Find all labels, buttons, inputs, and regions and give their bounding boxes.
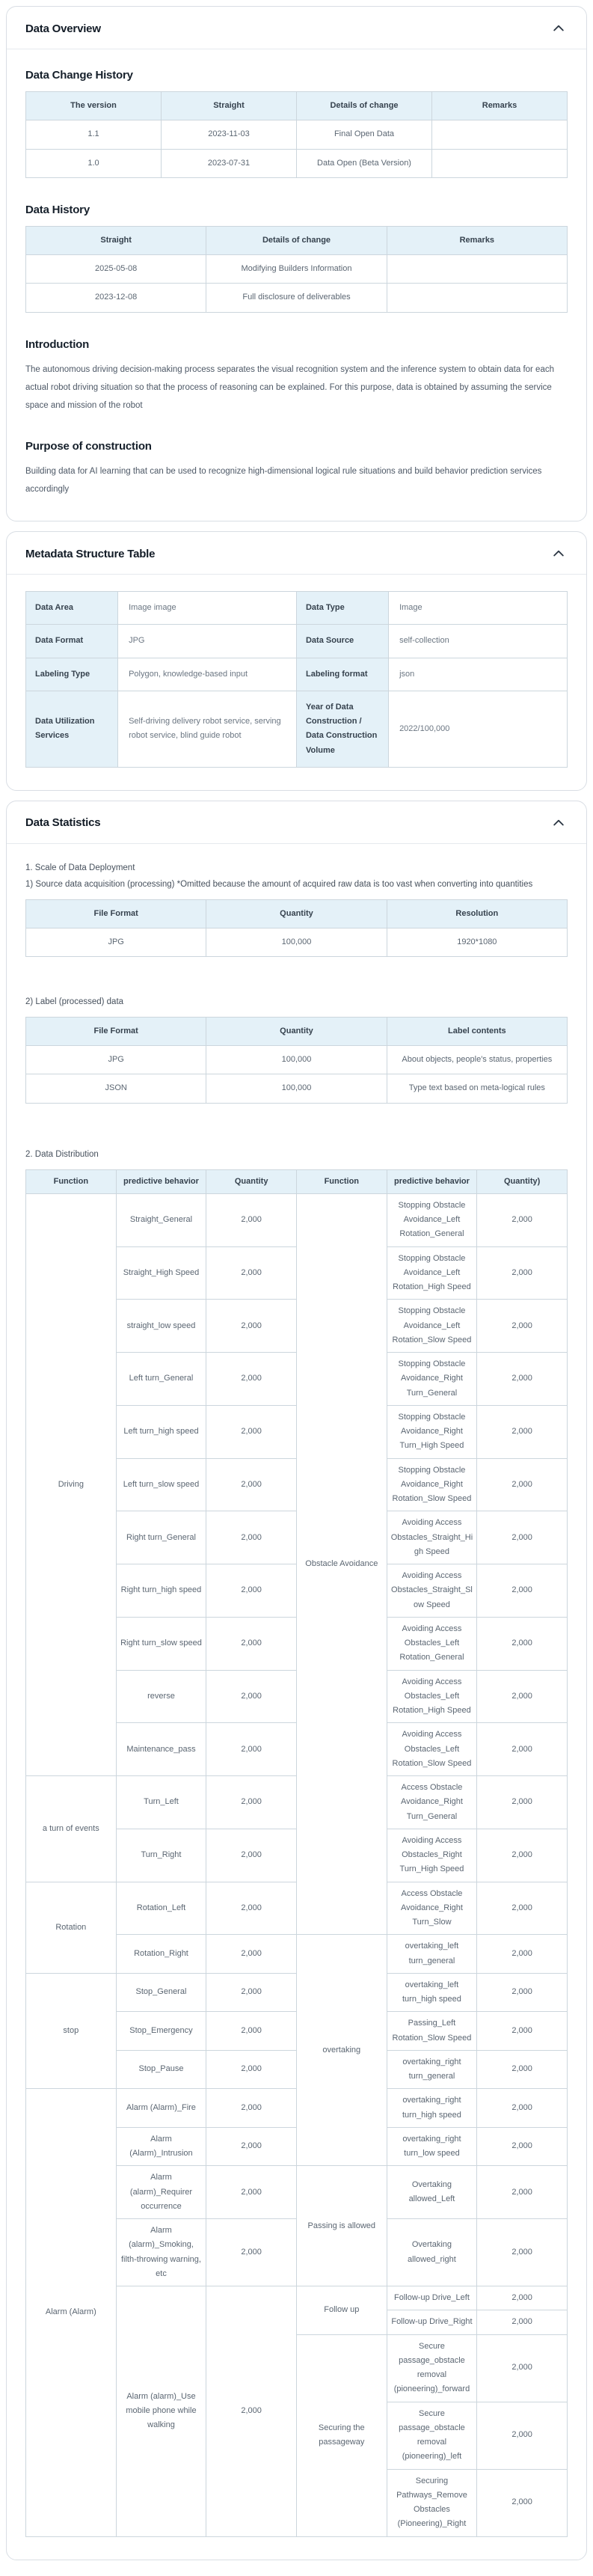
table-cell: 100,000 [206,1074,387,1103]
metadata-label: Year of Data Construction / Data Construction Volume [296,691,388,767]
card-body-metadata [7,575,586,790]
column-header: Function [296,1169,387,1193]
table-row [26,592,568,625]
behavior-cell: Avoiding Access Obstacles_Left Rotation_Slow Speed [387,1723,477,1776]
quantity-cell: 2,000 [477,1776,568,1829]
table-cell: Full disclosure of deliverables [206,284,387,312]
metadata-label: Data Type [296,592,388,625]
table-row [26,120,568,149]
collapse-button[interactable] [550,545,568,563]
quantity-cell: 2,000 [477,1405,568,1458]
source-data-table [25,899,568,958]
behavior-cell: Left turn_slow speed [116,1458,206,1511]
table-row [26,691,568,767]
behavior-cell: Right turn_slow speed [116,1617,206,1670]
behavior-cell: Overtaking allowed_right [387,2219,477,2286]
behavior-cell: Left turn_General [116,1353,206,1406]
quantity-cell: 2,000 [477,2469,568,2536]
table-row [26,928,568,956]
quantity-cell: 2,000 [206,1935,297,1974]
column-header: Quantity) [477,1169,568,1193]
behavior-cell: overtaking_right turn_high speed [387,2089,477,2128]
table-cell: 2023-11-03 [162,120,297,149]
behavior-cell: Rotation_Left [116,1882,206,1935]
quantity-cell: 2,000 [477,1353,568,1406]
behavior-cell: Alarm (alarm)_Smoking, filth-throwing warning, etc [116,2219,206,2286]
table-header-row [26,899,568,928]
metadata-value: Image image [118,592,297,625]
table-header-row [26,92,568,120]
table-row [26,1046,568,1074]
column-header: Quantity [206,1017,387,1045]
column-header: Function [26,1169,117,1193]
quantity-cell: 2,000 [206,1511,297,1564]
quantity-cell: 2,000 [206,2127,297,2166]
section-heading-change-history: Data Change History [25,69,133,82]
quantity-cell: 2,000 [477,2310,568,2334]
column-header: predictive behavior [387,1169,477,1193]
chevron-up-icon [551,546,566,561]
function-cell: a turn of events [26,1776,117,1882]
behavior-cell: Stopping Obstacle Avoidance_Left Rotation_Slow Speed [387,1300,477,1353]
table-row [26,1193,568,1246]
function-cell: Passing is allowed [296,2166,387,2286]
metadata-label: Data Area [26,592,118,625]
behavior-cell: Overtaking allowed_Left [387,2166,477,2219]
metadata-value: Polygon, knowledge-based input [118,658,297,691]
quantity-cell: 2,000 [477,2334,568,2402]
card-header-statistics [7,801,586,844]
section-heading-introduction: Introduction [25,337,90,351]
behavior-cell: Secure passage_obstacle removal (pioneering)_left [387,2402,477,2469]
table-cell: 2023-07-31 [162,149,297,177]
column-header: File Format [26,899,206,928]
table-cell: JPG [26,928,206,956]
quantity-cell: 2,000 [206,1458,297,1511]
behavior-cell: Access Obstacle Avoidance_Right Turn_General [387,1776,477,1829]
column-header: Resolution [387,899,567,928]
quantity-cell: 2,000 [477,1973,568,2012]
column-header: predictive behavior [116,1169,206,1193]
behavior-cell: Left turn_high speed [116,1405,206,1458]
quantity-cell: 2,000 [206,1246,297,1300]
section-heading-data-history: Data History [25,203,90,216]
function-cell: overtaking [296,1935,387,2166]
quantity-cell: 2,000 [206,2219,297,2286]
behavior-cell: Stopping Obstacle Avoidance_Left Rotation_General [387,1193,477,1246]
behavior-cell: Rotation_Right [116,1935,206,1974]
metadata-value: Image [389,592,568,625]
quantity-cell: 2,000 [206,1776,297,1829]
table-cell: 100,000 [206,1046,387,1074]
column-header: Label contents [387,1017,567,1045]
metadata-value: 2022/100,000 [389,691,568,767]
column-header: Remarks [432,92,568,120]
table-row [26,1074,568,1103]
behavior-cell: Passing_Left Rotation_Slow Speed [387,2012,477,2051]
function-cell: Driving [26,1193,117,1775]
label-data-heading: 2) Label (processed) data [25,997,124,1007]
function-cell: Obstacle Avoidance [296,1193,387,1935]
quantity-cell: 2,000 [477,2286,568,2310]
quantity-cell: 2,000 [477,1670,568,1723]
column-header: Quantity [206,899,387,928]
metadata-value: Self-driving delivery robot service, serving robot service, blind guide robot [118,691,297,767]
quantity-cell: 2,000 [206,1300,297,1353]
behavior-cell: Secure passage_obstacle removal (pioneering)_forward [387,2334,477,2402]
quantity-cell: 2,000 [477,2127,568,2166]
metadata-label: Labeling Type [26,658,118,691]
table-cell [432,149,568,177]
behavior-cell: Straight_General [116,1193,206,1246]
table-row [26,625,568,658]
metadata-table [25,591,568,768]
table-cell: 1920*1080 [387,928,567,956]
column-header: File Format [26,1017,206,1045]
scale-heading: 1. Scale of Data Deployment [25,863,135,872]
quantity-cell: 2,000 [477,1882,568,1935]
quantity-cell: 2,000 [206,2050,297,2089]
table-cell: Final Open Data [297,120,432,149]
table-row [26,284,568,312]
behavior-cell: Straight_High Speed [116,1246,206,1300]
behavior-cell: Access Obstacle Avoidance_Right Turn_Slow [387,1882,477,1935]
card-header-metadata [7,532,586,575]
function-cell: Rotation [26,1882,117,1973]
data-distribution-table [25,1169,568,2537]
table-cell: 1.0 [26,149,162,177]
quantity-cell: 2,000 [206,2012,297,2051]
quantity-cell: 2,000 [477,1246,568,1300]
behavior-cell: Stop_Pause [116,2050,206,2089]
quantity-cell: 2,000 [477,1511,568,1564]
chevron-up-icon [551,816,566,830]
quantity-cell: 2,000 [477,2219,568,2286]
table-cell: 100,000 [206,928,387,956]
behavior-cell: Avoiding Access Obstacles_Straight_Slow Speed [387,1564,477,1618]
card-data-overview [6,6,587,521]
behavior-cell: Maintenance_pass [116,1723,206,1776]
quantity-cell: 2,000 [206,1723,297,1776]
table-cell: Data Open (Beta Version) [297,149,432,177]
behavior-cell: Alarm (Alarm)_Intrusion [116,2127,206,2166]
behavior-cell: Stopping Obstacle Avoidance_Right Turn_High Speed [387,1405,477,1458]
quantity-cell: 2,000 [477,1193,568,1246]
table-row [26,658,568,691]
behavior-cell: Stop_Emergency [116,2012,206,2051]
column-header: Details of change [206,226,387,254]
chevron-up-icon [551,21,566,36]
card-data-statistics [6,801,587,2560]
table-cell: 2023-12-08 [26,284,206,312]
behavior-cell: Avoiding Access Obstacles_Right Turn_High Speed [387,1829,477,1882]
quantity-cell: 2,000 [477,2050,568,2089]
introduction-text: The autonomous driving decision-making process separates the visual recognition system and the inference system to obtain data for each actual robot driving situation so that the process of reasoning can be explained. For this purpose, data is obtained by assuming the service space and mission of the robot [25,364,554,410]
quantity-cell: 2,000 [477,1829,568,1882]
quantity-cell: 2,000 [206,2166,297,2219]
behavior-cell: Avoiding Access Obstacles_Straight_High Speed [387,1511,477,1564]
column-header: Remarks [387,226,567,254]
metadata-value: JPG [118,625,297,658]
behavior-cell: Right turn_General [116,1511,206,1564]
table-cell [387,284,567,312]
card-header-data-overview [7,7,586,49]
behavior-cell: Alarm (alarm)_Use mobile phone while walking [116,2286,206,2537]
metadata-value: json [389,658,568,691]
behavior-cell: overtaking_right turn_general [387,2050,477,2089]
quantity-cell: 2,000 [477,2402,568,2469]
quantity-cell: 2,000 [477,2166,568,2219]
table-cell [432,120,568,149]
function-cell: Securing the passageway [296,2334,387,2536]
data-change-history-table [25,91,568,178]
page-title-metadata: Metadata Structure Table [25,547,156,560]
purpose-text: Building data for AI learning that can be used to recognize high-dimensional logical rule situations and build behavior prediction services accordingly [25,466,542,495]
quantity-cell: 2,000 [206,2286,297,2537]
quantity-cell: 2,000 [477,1617,568,1670]
behavior-cell: Turn_Right [116,1829,206,1882]
table-cell: Type text based on meta-logical rules [387,1074,567,1103]
behavior-cell: Stopping Obstacle Avoidance_Left Rotation_High Speed [387,1246,477,1300]
table-header-row [26,226,568,254]
behavior-cell: Avoiding Access Obstacles_Left Rotation_General [387,1617,477,1670]
quantity-cell: 2,000 [206,1973,297,2012]
column-header: Details of change [297,92,432,120]
collapse-button[interactable] [550,19,568,37]
behavior-cell: Stop_General [116,1973,206,2012]
behavior-cell: Alarm (Alarm)_Fire [116,2089,206,2128]
behavior-cell: Follow-up Drive_Right [387,2310,477,2334]
metadata-label: Data Source [296,625,388,658]
metadata-label: Data Format [26,625,118,658]
behavior-cell: overtaking_left turn_general [387,1935,477,1974]
card-metadata-structure [6,531,587,791]
function-cell: Follow up [296,2286,387,2335]
column-header: Straight [162,92,297,120]
quantity-cell: 2,000 [206,1829,297,1882]
behavior-cell: Stopping Obstacle Avoidance_Right Rotation_Slow Speed [387,1458,477,1511]
table-row [26,149,568,177]
table-header-row [26,1017,568,1045]
behavior-cell: Right turn_high speed [116,1564,206,1618]
table-cell: 1.1 [26,120,162,149]
quantity-cell: 2,000 [477,2089,568,2128]
quantity-cell: 2,000 [206,2089,297,2128]
quantity-cell: 2,000 [206,1405,297,1458]
behavior-cell: Avoiding Access Obstacles_Left Rotation_High Speed [387,1670,477,1723]
column-header: Quantity [206,1169,297,1193]
behavior-cell: reverse [116,1670,206,1723]
quantity-cell: 2,000 [206,1193,297,1246]
quantity-cell: 2,000 [477,1564,568,1618]
table-cell: 2025-05-08 [26,255,206,284]
behavior-cell: overtaking_left turn_high speed [387,1973,477,2012]
quantity-cell: 2,000 [477,1935,568,1974]
behavior-cell: Follow-up Drive_Left [387,2286,477,2310]
quantity-cell: 2,000 [206,1670,297,1723]
data-history-table [25,226,568,313]
card-body-data-overview [7,49,586,521]
table-cell [387,255,567,284]
table-row [26,255,568,284]
behavior-cell: Securing Pathways_Remove Obstacles (Pioneering)_Right [387,2469,477,2536]
column-header: Straight [26,226,206,254]
section-heading-purpose: Purpose of construction [25,439,152,453]
quantity-cell: 2,000 [206,1882,297,1935]
function-cell: stop [26,1973,117,2089]
behavior-cell: Stopping Obstacle Avoidance_Right Turn_General [387,1353,477,1406]
quantity-cell: 2,000 [477,1723,568,1776]
table-header-row [26,1169,568,1193]
behavior-cell: Turn_Left [116,1776,206,1829]
metadata-label: Labeling format [296,658,388,691]
table-cell: About objects, people's status, properties [387,1046,567,1074]
card-body-statistics [7,844,586,2560]
page-title: Data Overview [25,22,101,35]
quantity-cell: 2,000 [206,1564,297,1618]
metadata-value: self-collection [389,625,568,658]
quantity-cell: 2,000 [477,2012,568,2051]
behavior-cell: Alarm (alarm)_Requirer occurrence [116,2166,206,2219]
quantity-cell: 2,000 [477,1458,568,1511]
label-data-table [25,1017,568,1104]
quantity-cell: 2,000 [206,1617,297,1670]
metadata-label: Data Utilization Services [26,691,118,767]
source-data-heading: 1) Source data acquisition (processing) *Omitted because the amount of acquired raw data is too vast when converting into quantities [25,879,533,889]
table-cell: JPG [26,1046,206,1074]
quantity-cell: 2,000 [206,1353,297,1406]
collapse-button[interactable] [550,814,568,832]
table-cell: JSON [26,1074,206,1103]
column-header: The version [26,92,162,120]
quantity-cell: 2,000 [477,1300,568,1353]
function-cell: Alarm (Alarm) [26,2089,117,2536]
behavior-cell: overtaking_right turn_low speed [387,2127,477,2166]
table-cell: Modifying Builders Information [206,255,387,284]
page-title-statistics: Data Statistics [25,816,101,830]
behavior-cell: straight_low speed [116,1300,206,1353]
distribution-heading: 2. Data Distribution [25,1149,99,1159]
